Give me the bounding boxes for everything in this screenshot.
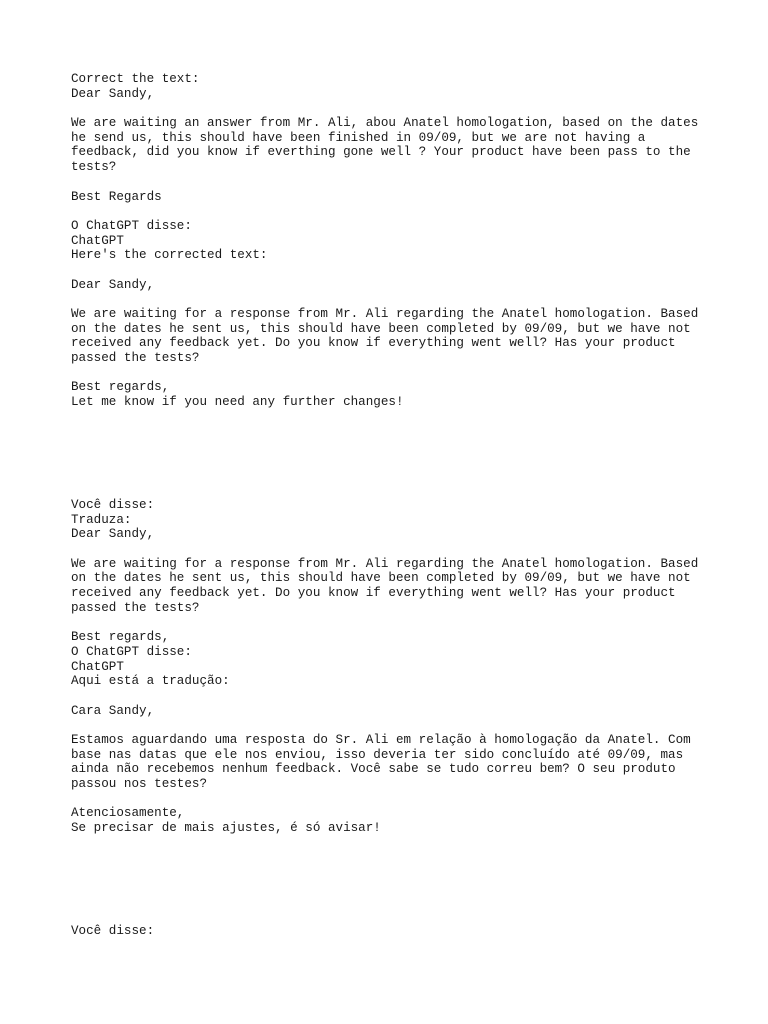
doc-line: base nas datas que ele nos enviou, isso deveria ter sido concluído até 09/09, mas	[71, 747, 684, 762]
doc-line: ChatGPT	[71, 233, 124, 248]
doc-line: Here's the corrected text:	[71, 248, 268, 263]
doc-line	[71, 718, 751, 733]
doc-line	[71, 880, 751, 895]
doc-line	[71, 292, 751, 307]
doc-line: he send us, this should have been finished in 09/09, but we are not having a	[71, 130, 646, 145]
doc-line	[71, 410, 751, 425]
doc-line: We are waiting for a response from Mr. Ali regarding the Anatel homologation. Based	[71, 556, 699, 571]
doc-line: Best regards,	[71, 380, 170, 395]
doc-line	[71, 850, 751, 865]
doc-line: on the dates he sent us, this should have been completed by 09/09, but we have not	[71, 571, 691, 586]
doc-line	[71, 425, 751, 440]
doc-line: tests?	[71, 160, 117, 175]
doc-line	[71, 263, 751, 278]
doc-line	[71, 366, 751, 381]
doc-line: received any feedback yet. Do you know if everything went well? Has your product	[71, 336, 676, 351]
doc-line: Let me know if you need any further changes!	[71, 395, 404, 410]
doc-line	[71, 865, 751, 880]
doc-line: Dear Sandy,	[71, 527, 155, 542]
doc-line	[71, 439, 751, 454]
doc-line: Dear Sandy,	[71, 86, 155, 101]
doc-line: Best regards,	[71, 630, 170, 645]
doc-line: O ChatGPT disse:	[71, 218, 192, 233]
doc-line	[71, 836, 751, 851]
doc-line	[71, 483, 751, 498]
doc-line: We are waiting an answer from Mr. Ali, abou Anatel homologation, based on the dates	[71, 116, 699, 131]
doc-line	[71, 615, 751, 630]
document-body	[71, 72, 751, 939]
doc-line: received any feedback yet. Do you know if everything went well? Has your product	[71, 586, 676, 601]
doc-line	[71, 469, 751, 484]
doc-line	[71, 895, 751, 910]
doc-line: Você disse:	[71, 923, 155, 938]
doc-line: passou nos testes?	[71, 777, 208, 791]
doc-line	[71, 175, 751, 190]
doc-line: O ChatGPT disse:	[71, 644, 192, 659]
doc-line: Aqui está a tradução:	[71, 674, 230, 689]
doc-line: Cara Sandy,	[71, 703, 155, 718]
doc-line	[71, 909, 751, 924]
doc-line: ainda não recebemos nenhum feedback. Você sabe se tudo correu bem? O seu produto	[71, 762, 676, 777]
doc-line: passed the tests?	[71, 351, 200, 366]
doc-line	[71, 101, 751, 116]
doc-line: Você disse:	[71, 497, 155, 512]
doc-line	[71, 542, 751, 557]
doc-line: We are waiting for a response from Mr. Ali regarding the Anatel homologation. Based	[71, 307, 699, 321]
doc-line: Dear Sandy,	[71, 277, 155, 292]
doc-line	[71, 204, 751, 219]
doc-line	[71, 454, 751, 469]
doc-line: ChatGPT	[71, 659, 124, 674]
doc-line: Traduza:	[71, 512, 132, 527]
doc-line: Estamos aguardando uma resposta do Sr. Ali em relação à homologação da Anatel. Com	[71, 732, 691, 747]
doc-line: on the dates he sent us, this should have been completed by 09/09, but we have not	[71, 321, 691, 336]
doc-line: passed the tests?	[71, 600, 200, 615]
doc-line: Atenciosamente,	[71, 806, 185, 821]
doc-line	[71, 689, 751, 704]
doc-line: feedback, did you know if everthing gone well ? Your product have been pass to the	[71, 145, 691, 160]
doc-line	[71, 792, 751, 807]
doc-line: Se precisar de mais ajustes, é só avisar!	[71, 821, 381, 836]
doc-line: Best Regards	[71, 189, 162, 204]
doc-line: Correct the text:	[71, 72, 200, 86]
